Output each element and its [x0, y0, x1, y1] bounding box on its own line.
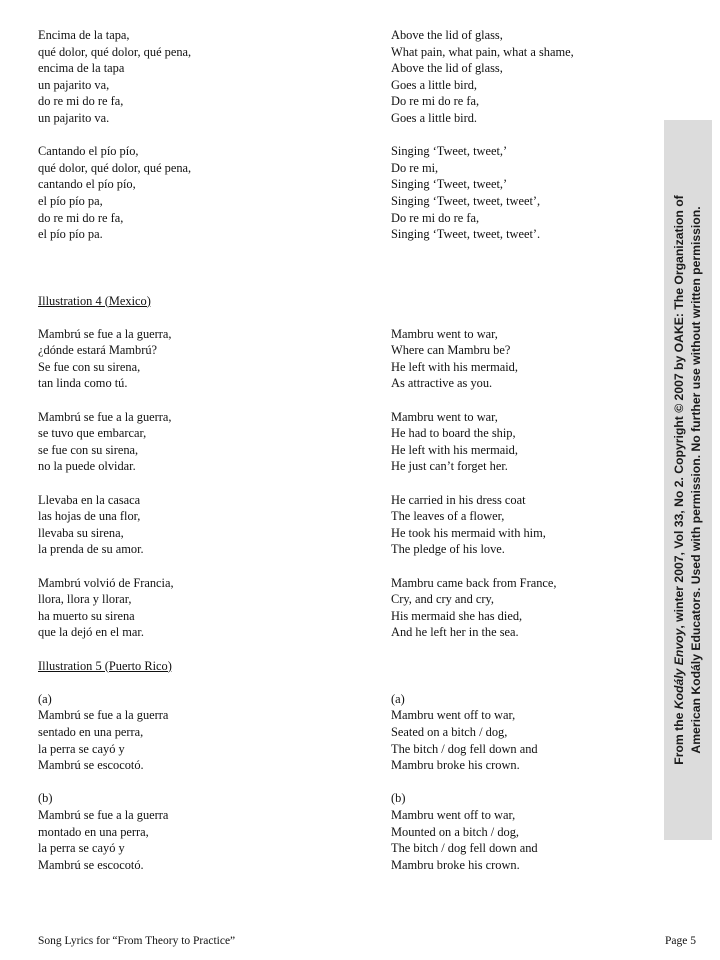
lyric-line: do re mi do re fa, — [38, 210, 124, 225]
lyric-line: qué dolor, qué dolor, qué pena, — [38, 44, 192, 59]
lyric-line: las hojas de una flor, — [38, 509, 141, 524]
lyric-line: Mambrú se escocotó. — [38, 857, 144, 872]
blank-line — [391, 127, 651, 144]
lyric-line: encima de la tapa — [38, 61, 125, 76]
lyric-line: Goes a little bird. — [391, 110, 478, 125]
lyric-line: (a) — [391, 691, 405, 706]
lyric-line: Mambrú se fue a la guerra — [38, 807, 169, 822]
lyric-line: He took his mermaid with him, — [391, 525, 546, 540]
section-heading: Illustration 5 (Puerto Rico) — [38, 658, 172, 673]
blank-line — [38, 127, 368, 144]
lyric-line: no la puede olvidar. — [38, 459, 136, 474]
lyric-line: llora, llora y llorar, — [38, 592, 132, 607]
lyric-line: (a) — [38, 691, 52, 706]
lyric-line: montado en una perra, — [38, 824, 149, 839]
blank-line — [38, 674, 368, 691]
lyric-line: Singing ‘Tweet, tweet,’ — [391, 177, 508, 192]
spanish-lyrics-column — [38, 27, 368, 873]
lyric-line: Mambru went to war, — [391, 409, 498, 424]
journal-name: Kodály Envoy — [672, 628, 686, 710]
lyric-line: Above the lid of glass, — [391, 61, 503, 76]
blank-line — [391, 276, 651, 293]
blank-line — [391, 674, 651, 691]
lyric-line: Cry, and cry and cry, — [391, 592, 494, 607]
lyric-line: el pío pío pa, — [38, 193, 103, 208]
lyric-line: sentado en una perra, — [38, 724, 144, 739]
lyric-line: Above the lid of glass, — [391, 28, 503, 42]
lyric-line: tan linda como tú. — [38, 376, 128, 391]
lyric-line: la prenda de su amor. — [38, 542, 144, 557]
lyric-line: que la dejó en el mar. — [38, 625, 144, 640]
lyric-line: Cantando el pío pío, — [38, 144, 139, 159]
lyric-line: His mermaid she has died, — [391, 608, 523, 623]
blank-line — [391, 259, 651, 276]
blank-line — [38, 641, 368, 658]
blank-line — [391, 641, 651, 658]
blank-line — [38, 309, 368, 326]
lyric-line: Where can Mambru be? — [391, 343, 511, 358]
lyric-line: Do re mi do re fa, — [391, 94, 480, 109]
lyric-line: Se fue con su sirena, — [38, 359, 141, 374]
blank-line — [391, 392, 651, 409]
blank-line — [391, 293, 651, 310]
blank-line — [38, 243, 368, 260]
blank-line — [38, 558, 368, 575]
lyric-line: ha muerto su sirena — [38, 608, 135, 623]
lyric-line: Mambru went off to war, — [391, 708, 516, 723]
blank-line — [391, 558, 651, 575]
blank-line — [391, 774, 651, 791]
lyric-line: Llevaba en la casaca — [38, 492, 141, 507]
lyric-line: un pajarito va, — [38, 77, 110, 92]
lyric-line: Mambru broke his crown. — [391, 857, 520, 872]
lyric-line: He carried in his dress coat — [391, 492, 526, 507]
lyric-line: Goes a little bird, — [391, 77, 478, 92]
blank-line — [391, 243, 651, 260]
lyric-line: Seated on a bitch / dog, — [391, 724, 508, 739]
lyric-line: qué dolor, qué dolor, qué pena, — [38, 160, 192, 175]
copyright-notice: From the Kodály Envoy, winter 2007, Vol 33, No 2. Copyright © 2007 by OAKE: The Organization of American Kodály Educators. Used with permission. No further use without written permission. — [672, 195, 703, 765]
footer-title: Song Lyrics for “From Theory to Practice” — [38, 935, 236, 947]
lyric-line: llevaba su sirena, — [38, 525, 124, 540]
lyric-line: What pain, what pain, what a shame, — [391, 44, 574, 59]
lyric-line: The bitch / dog fell down and — [391, 841, 538, 856]
copyright-sidebar — [664, 120, 712, 840]
lyric-line: Mambru went to war, — [391, 326, 498, 341]
lyric-line: He had to board the ship, — [391, 426, 516, 441]
lyric-line: el pío pío pa. — [38, 227, 103, 242]
lyric-line: do re mi do re fa, — [38, 94, 124, 109]
lyric-line: Mambru went off to war, — [391, 807, 516, 822]
blank-line — [391, 658, 651, 675]
lyric-line: Mambrú se fue a la guerra, — [38, 326, 172, 341]
lyric-line: un pajarito va. — [38, 110, 110, 125]
section-heading: Illustration 4 (Mexico) — [38, 293, 151, 308]
lyric-line: Singing ‘Tweet, tweet, tweet’, — [391, 193, 541, 208]
lyric-line: He just can’t forget her. — [391, 459, 508, 474]
lyric-line: Singing ‘Tweet, tweet,’ — [391, 144, 508, 159]
lyric-line: se fue con su sirena, — [38, 442, 139, 457]
lyric-line: se tuvo que embarcar, — [38, 426, 147, 441]
page-number: Page 5 — [665, 935, 696, 947]
lyric-line: Mambrú volvió de Francia, — [38, 575, 174, 590]
lyric-line: Mambru came back from France, — [391, 575, 557, 590]
lyric-line: ¿dónde estará Mambrú? — [38, 343, 158, 358]
blank-line — [391, 475, 651, 492]
blank-line — [38, 475, 368, 492]
lyric-line: (b) — [391, 791, 406, 806]
lyric-line: Mambrú se escocotó. — [38, 758, 144, 773]
blank-line — [38, 259, 368, 276]
blank-line — [38, 392, 368, 409]
lyric-line: He left with his mermaid, — [391, 442, 518, 457]
lyric-line: Mounted on a bitch / dog, — [391, 824, 520, 839]
blank-line — [38, 774, 368, 791]
blank-line — [38, 276, 368, 293]
lyric-line: Mambru broke his crown. — [391, 758, 520, 773]
lyric-line: cantando el pío pío, — [38, 177, 136, 192]
lyric-line: Singing ‘Tweet, tweet, tweet’. — [391, 227, 541, 242]
lyric-line: The pledge of his love. — [391, 542, 505, 557]
blank-line — [391, 309, 651, 326]
lyric-line: The leaves of a flower, — [391, 509, 505, 524]
lyric-line: The bitch / dog fell down and — [391, 741, 538, 756]
lyric-line: As attractive as you. — [391, 376, 493, 391]
lyric-line: Mambrú se fue a la guerra — [38, 708, 169, 723]
lyric-line: And he left her in the sea. — [391, 625, 519, 640]
english-translation-column — [391, 27, 651, 873]
lyric-line: la perra se cayó y — [38, 741, 125, 756]
lyric-line: Do re mi, — [391, 160, 439, 175]
lyric-line: Do re mi do re fa, — [391, 210, 480, 225]
lyric-line: Encima de la tapa, — [38, 28, 130, 42]
lyric-line: la perra se cayó y — [38, 841, 125, 856]
lyric-line: Mambrú se fue a la guerra, — [38, 409, 172, 424]
lyric-line: (b) — [38, 791, 53, 806]
lyric-line: He left with his mermaid, — [391, 359, 518, 374]
